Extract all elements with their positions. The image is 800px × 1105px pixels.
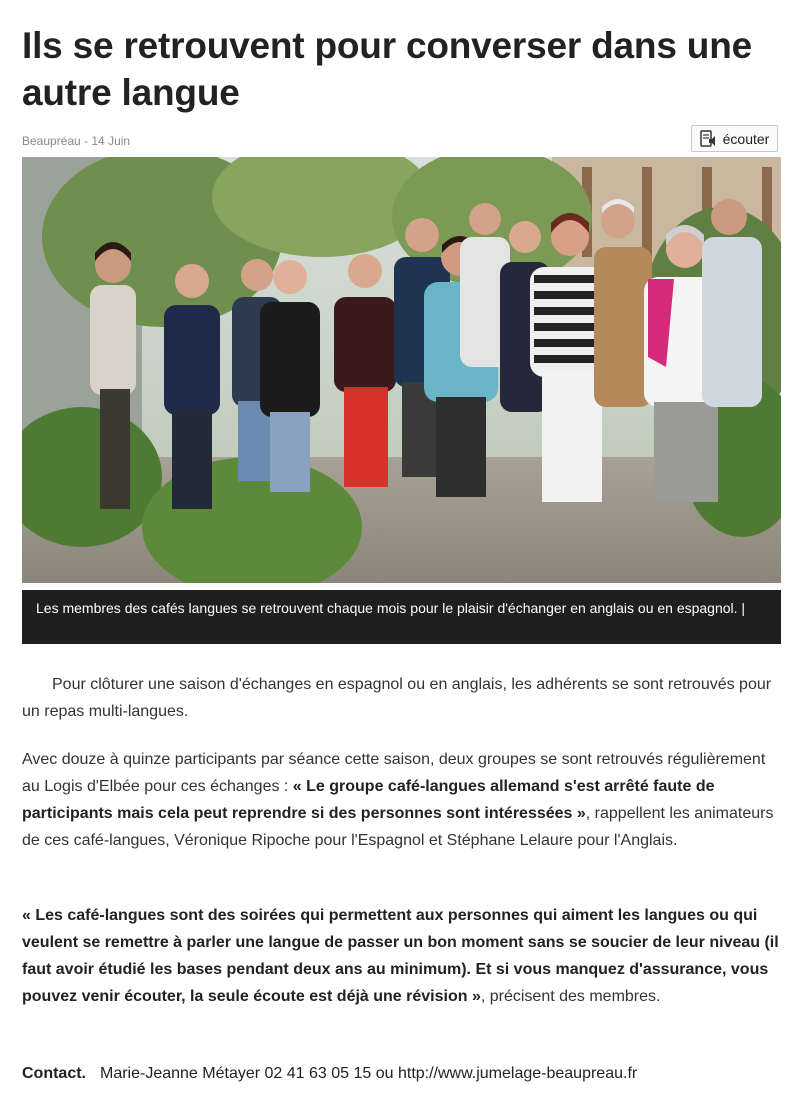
paragraph-intro: Pour clôturer une saison d'échanges en espagnol ou en anglais, les adhérents se sont retrouvés pour un repas multi-langues.	[22, 676, 772, 720]
members-quote: « Les café-langues sont des soirées qui permettent aux personnes qui aiment les langues ou qui veulent se remettre à parler une langue de passer un bon moment sans se soucier de leur niveau (il faut avoir étudié les bases pendant deux ans au minimum). Et si vous manquez d'assurance, vous pouvez venir écouter, la seule écoute est déjà une révision »	[22, 907, 779, 1005]
speaker-icon	[700, 130, 718, 148]
contact-line	[22, 1060, 637, 1087]
paragraph-participants-intro: Avec douze à quinze participants par séance cette saison, deux groupes se sont retrouvés régulièrement au Logis d'Elbée pour ces échanges :	[22, 751, 766, 795]
paragraph-participants-quote: « Le groupe café-langues allemand s'est arrêté faute de participants mais cela peut reprendre si des personnes sont intéressées »	[22, 778, 715, 822]
paragraph-participants-rest: , rappellent les animateurs de ces café-langues, Véronique Ripoche pour l'Espagnol et Stéphane Lelaure pour l'Anglais.	[22, 805, 774, 849]
listen-label: écouter	[722, 130, 770, 147]
paragraph-participants	[22, 746, 782, 854]
article-location-date: Beaupréau - 14 Juin	[22, 134, 131, 148]
article-title: Ils se retrouvent pour converser dans une autre langue	[22, 25, 752, 113]
listen-button[interactable]	[691, 125, 778, 152]
paragraph-members-quote	[22, 902, 782, 1010]
members-quote-rest: , précisent des membres.	[480, 988, 661, 1005]
contact-text: Marie-Jeanne Métayer 02 41 63 05 15 ou http://www.jumelage-beaupreau.fr	[100, 1065, 638, 1082]
group-photo	[22, 157, 781, 583]
photo-caption: Les membres des cafés langues se retrouvent chaque mois pour le plaisir d'échanger en anglais ou en espagnol. |	[22, 590, 781, 644]
contact-label: Contact.	[22, 1065, 86, 1082]
